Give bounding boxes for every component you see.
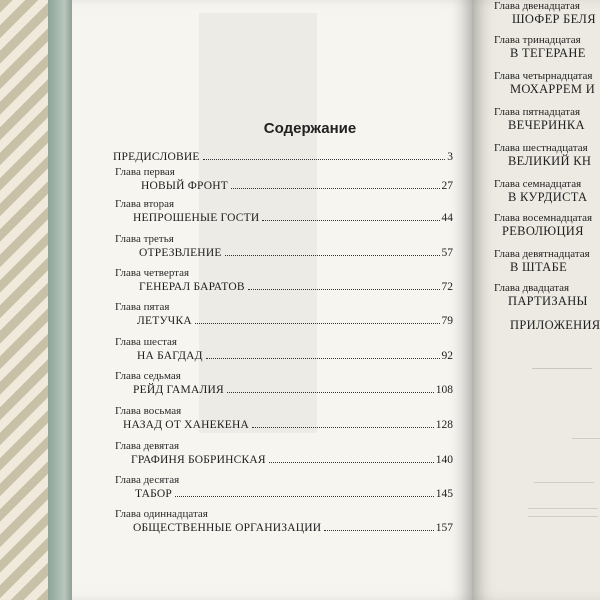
entry-title: ТАБОР — [135, 488, 172, 500]
entry-title: НАЗАД ОТ ХАНЕКЕНА — [123, 419, 249, 431]
toc-entry — [113, 440, 453, 467]
right-toc-entry — [494, 106, 600, 132]
right-toc-entry — [494, 0, 600, 26]
chapter-label: Глава четырнадцатая — [494, 70, 593, 82]
leader-dots — [203, 158, 446, 160]
show-through-text — [532, 368, 592, 369]
right-toc-entry-appendix — [510, 318, 600, 332]
right-toc-entry — [494, 178, 600, 204]
entry-title: МОХАРРЕМ И — [510, 82, 596, 96]
right-toc-entry — [494, 34, 600, 60]
right-page — [472, 0, 600, 600]
entry-title: В ШТАБЕ — [510, 260, 568, 274]
page-number: 92 — [441, 350, 453, 362]
leader-dots — [231, 187, 440, 189]
leader-dots — [195, 322, 440, 324]
leader-dots — [225, 254, 440, 256]
toc-entry — [113, 370, 453, 397]
entry-title: РЕВОЛЮЦИЯ — [502, 224, 584, 238]
chapter-label: Глава тринадцатая — [494, 34, 581, 46]
leader-dots — [227, 391, 434, 393]
chapter-label: Глава восемнадцатая — [494, 212, 593, 224]
entry-title: НОВЫЙ ФРОНТ — [141, 180, 228, 192]
toc-entry — [113, 301, 453, 328]
toc-entry — [113, 198, 453, 225]
chapter-label: Глава девятая — [115, 440, 180, 452]
entry-title: НА БАГДАД — [137, 350, 203, 362]
toc-entry — [113, 233, 453, 260]
toc-entry — [113, 336, 453, 363]
page-number: 157 — [435, 522, 453, 534]
entry-title: ВЕЧЕРИНКА — [508, 118, 585, 132]
right-toc-entry — [494, 70, 600, 96]
toc-entry — [113, 508, 453, 535]
entry-title: ПАРТИЗАНЫ — [508, 294, 588, 308]
chapter-label: Глава восьмая — [115, 405, 182, 417]
chapter-label: Глава одиннадцатая — [115, 508, 208, 520]
right-toc-entry — [494, 282, 600, 308]
entry-title: ВЕЛИКИЙ КН — [508, 154, 592, 168]
chapter-label: Глава пятнадцатая — [494, 106, 581, 118]
leader-dots — [175, 495, 434, 497]
toc-entry — [113, 405, 453, 432]
right-toc-entry — [494, 212, 600, 238]
show-through-text — [572, 438, 600, 439]
page-number: 72 — [441, 281, 453, 293]
chapter-label: Глава семнадцатая — [494, 178, 582, 190]
entry-title: ГЕНЕРАЛ БАРАТОВ — [139, 281, 245, 293]
leader-dots — [269, 461, 434, 463]
page-number: 27 — [441, 180, 453, 192]
chapter-label: Глава шестая — [115, 336, 177, 348]
chapter-label: Глава первая — [115, 166, 175, 178]
page-number: 44 — [441, 212, 453, 224]
entry-title: ОБЩЕСТВЕННЫЕ ОРГАНИЗАЦИИ — [133, 522, 322, 534]
entry-title: НЕПРОШЕНЫЕ ГОСТИ — [133, 212, 260, 224]
show-through-text — [528, 516, 598, 517]
page-number: 57 — [441, 247, 453, 259]
leader-dots — [248, 288, 440, 290]
chapter-label: Глава девятнадцатая — [494, 248, 590, 260]
entry-title: В ТЕГЕРАНЕ — [510, 46, 586, 60]
chapter-label: Глава третья — [115, 233, 174, 245]
page-number: 79 — [441, 315, 453, 327]
leader-dots — [262, 219, 439, 221]
toc-entry-preface — [113, 150, 453, 164]
entry-title: ГРАФИНЯ БОБРИНСКАЯ — [131, 454, 266, 466]
toc-entry — [113, 474, 453, 501]
page-number: 128 — [435, 419, 453, 431]
right-toc-entry — [494, 142, 600, 168]
page-number: 3 — [447, 151, 453, 163]
chapter-label: Глава пятая — [115, 301, 170, 313]
toc-entry — [113, 267, 453, 294]
entry-title: ПРИЛОЖЕНИЯ — [510, 318, 600, 332]
chapter-label: Глава четвертая — [115, 267, 190, 279]
chapter-label: Глава вторая — [115, 198, 175, 210]
page-number: 108 — [435, 384, 453, 396]
entry-title: РЕЙД ГАМАЛИЯ — [133, 384, 224, 396]
right-toc-entry — [494, 248, 600, 274]
entry-title: В КУРДИСТА — [508, 190, 588, 204]
chapter-label: Глава двадцатая — [494, 282, 570, 294]
chapter-label: Глава десятая — [115, 474, 180, 486]
chapter-label: Глава двенадцатая — [494, 0, 580, 12]
entry-title: ЛЕТУЧКА — [137, 315, 192, 327]
page-number: 140 — [435, 454, 453, 466]
show-through-text — [528, 508, 598, 509]
page-number: 145 — [435, 488, 453, 500]
leader-dots — [252, 426, 434, 428]
chapter-label: Глава шестнадцатая — [494, 142, 588, 154]
show-through-text — [534, 482, 594, 483]
toc-heading: Содержание — [263, 120, 357, 137]
entry-title: ПРЕДИСЛОВИЕ — [113, 151, 200, 163]
leader-dots — [324, 529, 433, 531]
entry-title: ОТРЕЗВЛЕНИЕ — [139, 247, 222, 259]
leader-dots — [206, 357, 440, 359]
chapter-label: Глава седьмая — [115, 370, 181, 382]
toc-entry — [113, 166, 453, 193]
entry-title: ШОФЕР БЕЛЯ — [512, 12, 596, 26]
